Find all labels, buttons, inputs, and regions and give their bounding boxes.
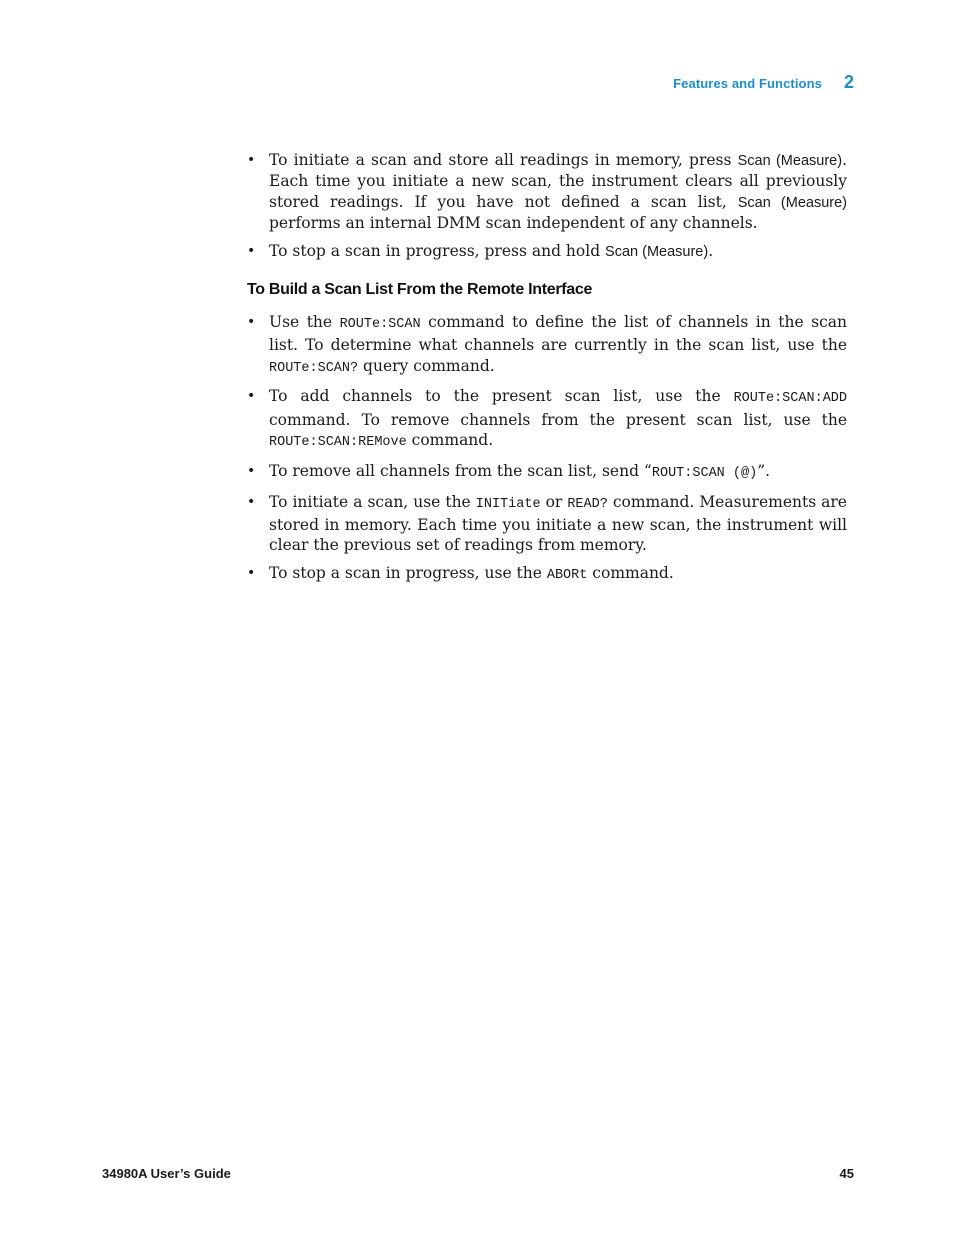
scpi-command: INITiate [475,496,541,512]
scpi-command: ROUT:SCAN (@) [651,465,758,481]
page-body [247,150,847,594]
page-number: 45 [839,1166,854,1181]
scpi-command: ROUTe:SCAN:REMove [269,434,407,450]
running-footer [102,1166,854,1181]
scpi-command: ROUTe:SCAN:ADD [733,391,847,407]
list-item: • To add channels to the present scan list, use the ROUTe:SCAN:ADD command. To remove channels from the present scan list, use the ROUTe:SCAN:REMove command. [247,386,847,453]
section-subheading: To Build a Scan List From the Remote Interface [247,280,593,298]
scpi-command: READ? [567,496,608,512]
list-item: • To remove all channels from the scan list, send “ROUT:SCAN (@)”. [247,461,847,484]
key-label: Scan (Measure) [737,194,847,211]
scpi-command: ROUTe:SCAN? [269,360,359,376]
scpi-command: ABORt [546,567,588,583]
list-item: • To stop a scan in progress, press and hold Scan (Measure). [247,241,847,262]
list-item: • To stop a scan in progress, use the ABORt command. [247,563,847,586]
front-panel-list [247,150,847,262]
chapter-number: 2 [843,72,854,92]
section-title: Features and Functions [673,76,822,91]
running-header [673,72,854,93]
list-item: • Use the ROUTe:SCAN command to define the list of channels in the scan list. To determine what channels are currently in the scan list, use the ROUTe:SCAN? query command. [247,312,847,379]
guide-title: 34980A User’s Guide [102,1166,231,1181]
key-label: Scan (Measure) [605,243,709,260]
remote-interface-list [247,312,847,586]
key-label: Scan (Measure) [737,153,843,169]
list-item: • To initiate a scan and store all readings in memory, press Scan (Measure). Each time you initiate a new scan, the instrument clears all previously stored readings. If you have not defined a scan list, Scan (Measure) performs an internal DMM scan independent of any channels. [247,150,847,233]
list-item: • To initiate a scan, use the INITiate or READ? command. Measurements are stored in memory. Each time you initiate a new scan, the instrument will clear the previous set of readings from memory. [247,492,847,556]
scpi-command: ROUTe:SCAN [339,316,421,332]
